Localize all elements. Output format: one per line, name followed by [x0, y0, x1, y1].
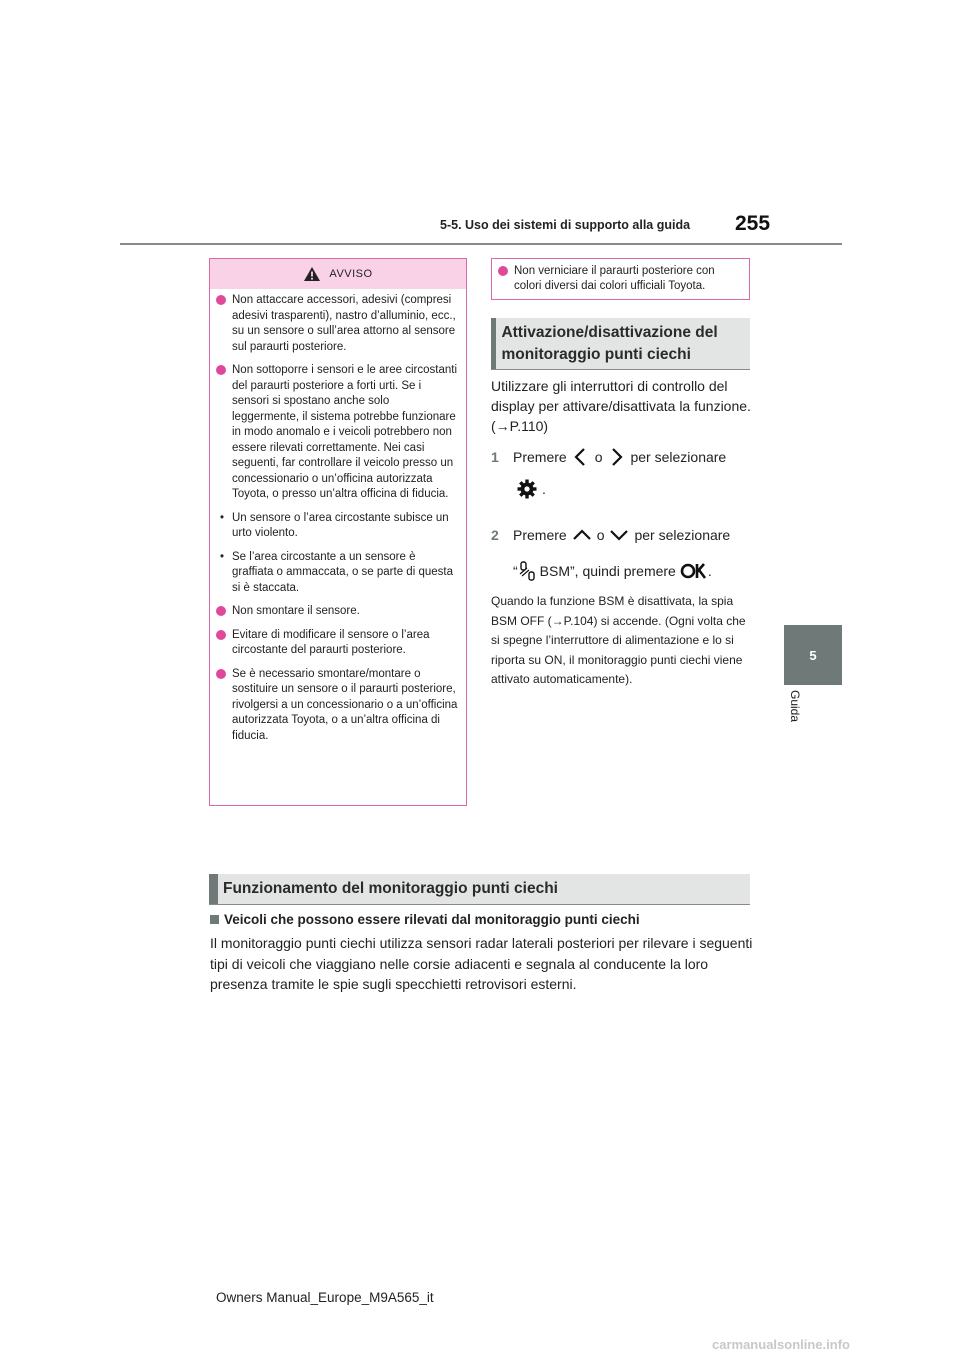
warning-item — [216, 604, 458, 620]
warning-text: Non attaccare accessori, adesivi (compresi adesivi trasparenti), nastro d’alluminio, ecc., su un sensore o sull’area attorno al sensore sul paraurti posteriore. — [232, 294, 456, 353]
footer-manual-id: Owners Manual_Europe_M9A565_it — [216, 1290, 434, 1305]
step-text: per selezionare — [634, 527, 731, 543]
chapter-label: Guida — [788, 690, 802, 723]
step-2 — [491, 525, 730, 545]
warning-item — [216, 667, 458, 745]
warning-body — [210, 289, 466, 744]
chevron-right-icon — [602, 447, 630, 467]
chevron-left-icon — [567, 447, 595, 467]
bsm-icon — [518, 560, 538, 582]
subitem-mark: • — [220, 550, 225, 563]
warning-title: AVVISO — [329, 268, 373, 280]
ok-button-icon — [680, 562, 708, 580]
chapter-number: 5 — [809, 647, 817, 663]
bullet-icon — [216, 365, 226, 375]
warning-continued-box — [491, 258, 750, 300]
bullet-icon — [216, 295, 226, 305]
bullet-icon — [498, 266, 508, 276]
step-text: BSM”, quindi premere — [539, 563, 676, 579]
section-bar — [209, 874, 218, 904]
step-text: o — [594, 449, 603, 465]
warning-subitem — [220, 511, 458, 542]
step-text: o — [596, 527, 605, 543]
warning-text: Non verniciare il paraurti posteriore con colori diversi dai colori ufficiali Toyota. — [514, 265, 715, 292]
warning-subitem — [220, 550, 458, 597]
bullet-icon — [216, 630, 226, 640]
warning-text: Evitare di modificare il sensore o l’area circostante del paraurti posteriore. — [232, 628, 430, 656]
page-number: 255 — [735, 212, 771, 235]
footer-watermark: carmanualsonline.info — [712, 1337, 850, 1352]
section-title-text: Funzionamento del monitoraggio punti ciechi — [223, 880, 558, 897]
step-2-continued — [513, 560, 712, 582]
bullet-icon — [216, 669, 226, 679]
section-title-activation — [491, 318, 750, 370]
step-text: “ — [513, 563, 518, 579]
subitem-mark: • — [220, 511, 225, 524]
section-title-function — [209, 874, 750, 905]
chapter-tab — [784, 625, 842, 685]
step-1 — [491, 447, 726, 467]
step-text: Premere — [513, 449, 567, 465]
bullet-icon — [216, 606, 226, 616]
warning-subitem-text: Se l’area circostante a un sensore è graffiata o ammaccata, o se parte di questa si è staccata. — [232, 550, 453, 594]
chevron-down-icon — [604, 525, 634, 545]
warning-item — [216, 363, 458, 503]
warning-text: Non smontare il sensore. — [232, 605, 360, 617]
step-number: 2 — [491, 527, 499, 543]
warning-text: Non sottoporre i sensori e le aree circostanti del paraurti posteriore a forti urti. Se i sensori si spostano anche solo leggermente, il sistema potrebbe funzionare in modo anomalo e i veicoli potrebbero non essere rilevati correttamente. Nei casi seguenti, far controllare il veicolo presso un concessionario o un’officina autorizzata Toyota, o presso un’altra officina di fiducia. — [232, 364, 457, 500]
activation-intro: Utilizzare gli interruttori di controllo del display per attivare/disattivata la funzione. (→P.110) — [491, 378, 751, 434]
warning-triangle-icon — [303, 266, 321, 282]
step-text: per selezionare — [630, 449, 727, 465]
gear-icon — [516, 478, 538, 500]
warning-text: Se è necessario smontare/montare o sostituire un sensore o il paraurti posteriore, rivolgersi a un concessionario o a un’officina autorizzata Toyota, o a un’altra officina di fiducia. — [232, 667, 458, 742]
step-1-continued — [516, 478, 546, 500]
subheading-text: Veicoli che possono essere rilevati dal monitoraggio punti ciechi — [224, 912, 640, 927]
warning-item — [216, 293, 458, 355]
function-body: Il monitoraggio punti ciechi utilizza sensori radar laterali posteriori per rilevare i seguenti tipi di veicoli che viaggiano nelle corsie adiacenti e segnala al conducente la loro presenza tramite le spie sugli specchietti retrovisori esterni. — [210, 935, 753, 992]
step-text: . — [707, 563, 712, 579]
warning-subitem-text: Un sensore o l’area circostante subisce un urto violento. — [232, 511, 449, 539]
warning-item — [216, 628, 458, 659]
warning-header — [210, 259, 466, 289]
header-divider — [120, 243, 842, 245]
warning-box — [209, 258, 467, 806]
subheading — [210, 912, 640, 927]
section-header: 5-5. Uso dei sistemi di supporto alla guida — [440, 218, 691, 232]
step-text: Premere — [513, 527, 567, 543]
chevron-up-icon — [567, 525, 597, 545]
activation-note: Quando la funzione BSM è disattivata, la spia BSM OFF (→P.104) si accende. (Ogni volta che si spegne l’interruttore di alimentazione e lo si riporta su ON, il monitoraggio punti ciechi viene attivato automaticamente). — [491, 594, 746, 686]
step-text: . — [542, 481, 546, 497]
section-bar — [491, 318, 496, 369]
step-number: 1 — [491, 449, 499, 465]
section-title-text: Attivazione/disattivazione del monitoraggio punti ciechi — [501, 323, 718, 363]
square-bullet-icon — [210, 915, 219, 924]
